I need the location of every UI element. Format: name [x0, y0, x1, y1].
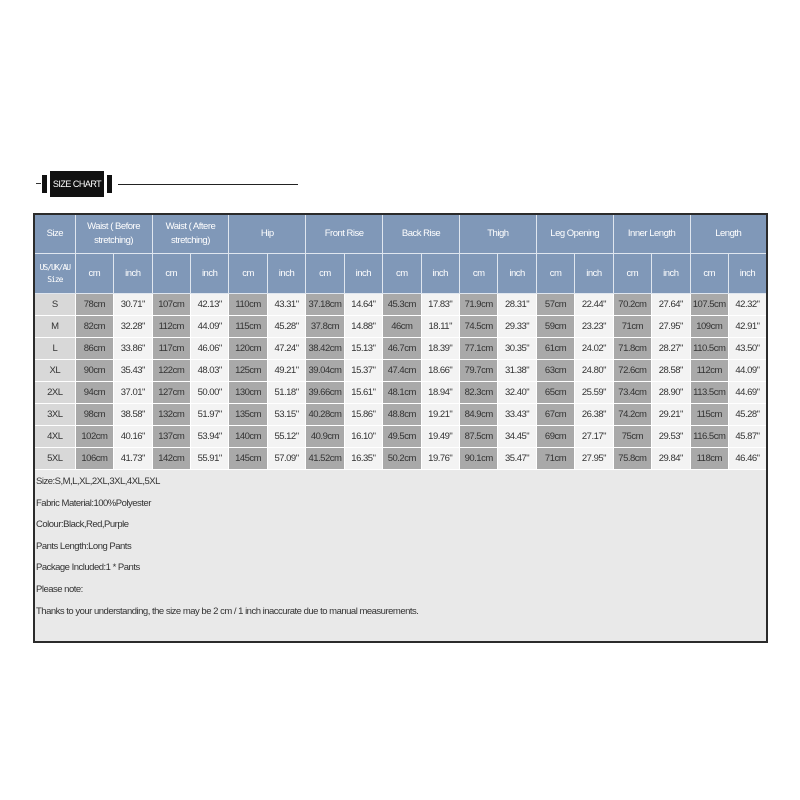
- measurement-cell: 41.52cm: [306, 448, 344, 470]
- measurement-cell: 18.11": [421, 316, 459, 338]
- column-header: Thigh: [459, 214, 536, 254]
- measurement-cell: 107cm: [152, 294, 190, 316]
- unit-cm: cm: [613, 254, 651, 294]
- measurement-cell: 17.83": [421, 294, 459, 316]
- measurement-cell: 116.5cm: [690, 426, 728, 448]
- unit-inch: inch: [267, 254, 305, 294]
- measurement-cell: 45.28": [267, 316, 305, 338]
- measurement-cell: 14.88": [344, 316, 382, 338]
- measurement-cell: 65cm: [536, 382, 574, 404]
- measurement-cell: 43.50": [728, 338, 767, 360]
- measurement-cell: 117cm: [152, 338, 190, 360]
- measurement-cell: 46.06": [190, 338, 228, 360]
- unit-inch: inch: [652, 254, 690, 294]
- unit-inch: inch: [190, 254, 228, 294]
- measurement-cell: 28.90": [652, 382, 690, 404]
- table-row: [34, 316, 767, 338]
- note-line: Size:S,M,L,XL,2XL,3XL,4XL,5XL: [36, 476, 160, 487]
- table-row: [34, 426, 767, 448]
- header-row: [34, 214, 767, 254]
- measurement-cell: 74.5cm: [459, 316, 497, 338]
- column-header: Size: [34, 214, 75, 254]
- unit-cm: cm: [536, 254, 574, 294]
- size-cell: 4XL: [34, 426, 75, 448]
- measurement-cell: 48.8cm: [383, 404, 421, 426]
- measurement-cell: 106cm: [75, 448, 113, 470]
- measurement-cell: 71cm: [536, 448, 574, 470]
- measurement-cell: 40.28cm: [306, 404, 344, 426]
- measurement-cell: 29.21": [652, 404, 690, 426]
- unit-inch: inch: [114, 254, 152, 294]
- unit-cm: cm: [459, 254, 497, 294]
- measurement-cell: 59cm: [536, 316, 574, 338]
- size-chart-title-banner: [36, 171, 298, 197]
- unit-cm: cm: [690, 254, 728, 294]
- unit-cm: cm: [383, 254, 421, 294]
- divider: [118, 184, 298, 185]
- measurement-cell: 49.5cm: [383, 426, 421, 448]
- measurement-cell: 57.09": [267, 448, 305, 470]
- measurement-cell: 137cm: [152, 426, 190, 448]
- unit-row: [34, 254, 767, 294]
- size-cell: 5XL: [34, 448, 75, 470]
- measurement-cell: 29.33": [498, 316, 536, 338]
- measurement-cell: 32.28": [114, 316, 152, 338]
- measurement-cell: 27.95": [575, 448, 613, 470]
- measurement-cell: 61cm: [536, 338, 574, 360]
- product-notes: [34, 470, 767, 643]
- measurement-cell: 35.43": [114, 360, 152, 382]
- table-row: [34, 382, 767, 404]
- size-cell: S: [34, 294, 75, 316]
- measurement-cell: 51.18": [267, 382, 305, 404]
- measurement-cell: 118cm: [690, 448, 728, 470]
- measurement-cell: 67cm: [536, 404, 574, 426]
- measurement-cell: 110cm: [229, 294, 267, 316]
- measurement-cell: 15.86": [344, 404, 382, 426]
- unit-inch: inch: [421, 254, 459, 294]
- measurement-cell: 39.04cm: [306, 360, 344, 382]
- measurement-cell: 115cm: [690, 404, 728, 426]
- measurement-cell: 55.91": [190, 448, 228, 470]
- measurement-cell: 50.00": [190, 382, 228, 404]
- measurement-cell: 71.8cm: [613, 338, 651, 360]
- measurement-cell: 49.21": [267, 360, 305, 382]
- unit-inch: inch: [344, 254, 382, 294]
- measurement-cell: 45.3cm: [383, 294, 421, 316]
- measurement-cell: 145cm: [229, 448, 267, 470]
- measurement-cell: 37.8cm: [306, 316, 344, 338]
- unit-cm: cm: [306, 254, 344, 294]
- measurement-cell: 14.64": [344, 294, 382, 316]
- measurement-cell: 73.4cm: [613, 382, 651, 404]
- measurement-cell: 46cm: [383, 316, 421, 338]
- unit-cm: cm: [75, 254, 113, 294]
- measurement-cell: 39.66cm: [306, 382, 344, 404]
- measurement-cell: 31.38": [498, 360, 536, 382]
- measurement-cell: 113.5cm: [690, 382, 728, 404]
- table-row: [34, 448, 767, 470]
- measurement-cell: 47.24": [267, 338, 305, 360]
- measurement-cell: 53.15": [267, 404, 305, 426]
- measurement-cell: 46.7cm: [383, 338, 421, 360]
- measurement-cell: 120cm: [229, 338, 267, 360]
- measurement-cell: 15.13": [344, 338, 382, 360]
- measurement-cell: 27.17": [575, 426, 613, 448]
- measurement-cell: 51.97": [190, 404, 228, 426]
- measurement-cell: 109cm: [690, 316, 728, 338]
- note-line: Please note:: [36, 583, 83, 595]
- measurement-cell: 33.86": [114, 338, 152, 360]
- measurement-cell: 55.12": [267, 426, 305, 448]
- measurement-cell: 132cm: [152, 404, 190, 426]
- unit-cm: cm: [229, 254, 267, 294]
- measurement-cell: 24.80": [575, 360, 613, 382]
- measurement-cell: 25.59": [575, 382, 613, 404]
- measurement-cell: 122cm: [152, 360, 190, 382]
- size-cell: XL: [34, 360, 75, 382]
- measurement-cell: 71.9cm: [459, 294, 497, 316]
- column-header: Length: [690, 214, 767, 254]
- size-standard-label: US/UK/AU Size: [34, 254, 75, 294]
- measurement-cell: 29.53": [652, 426, 690, 448]
- measurement-cell: 125cm: [229, 360, 267, 382]
- measurement-cell: 22.44": [575, 294, 613, 316]
- measurement-cell: 37.18cm: [306, 294, 344, 316]
- unit-inch: inch: [498, 254, 536, 294]
- measurement-cell: 112cm: [152, 316, 190, 338]
- measurement-cell: 19.76": [421, 448, 459, 470]
- measurement-cell: 23.23": [575, 316, 613, 338]
- column-header: Waist ( Before stretching): [75, 214, 152, 254]
- measurement-cell: 74.2cm: [613, 404, 651, 426]
- column-header: Front Rise: [306, 214, 383, 254]
- measurement-cell: 38.42cm: [306, 338, 344, 360]
- table-row: [34, 338, 767, 360]
- measurement-cell: 28.27": [652, 338, 690, 360]
- measurement-cell: 26.38": [575, 404, 613, 426]
- measurement-cell: 127cm: [152, 382, 190, 404]
- measurement-cell: 15.37": [344, 360, 382, 382]
- measurement-cell: 29.84": [652, 448, 690, 470]
- measurement-cell: 75cm: [613, 426, 651, 448]
- measurement-cell: 46.46": [728, 448, 767, 470]
- measurement-cell: 42.13": [190, 294, 228, 316]
- measurement-cell: 42.91": [728, 316, 767, 338]
- measurement-cell: 72.6cm: [613, 360, 651, 382]
- measurement-cell: 18.94": [421, 382, 459, 404]
- measurement-cell: 50.2cm: [383, 448, 421, 470]
- measurement-cell: 33.43": [498, 404, 536, 426]
- measurement-cell: 69cm: [536, 426, 574, 448]
- measurement-cell: 112cm: [690, 360, 728, 382]
- column-header: Waist ( Aftere stretching): [152, 214, 229, 254]
- measurement-cell: 135cm: [229, 404, 267, 426]
- unit-inch: inch: [728, 254, 767, 294]
- measurement-cell: 90.1cm: [459, 448, 497, 470]
- measurement-cell: 140cm: [229, 426, 267, 448]
- size-cell: L: [34, 338, 75, 360]
- measurement-cell: 34.45": [498, 426, 536, 448]
- column-header: Inner Length: [613, 214, 690, 254]
- measurement-cell: 84.9cm: [459, 404, 497, 426]
- size-chart-table: [33, 213, 768, 643]
- column-header: Back Rise: [383, 214, 460, 254]
- measurement-cell: 40.9cm: [306, 426, 344, 448]
- size-cell: 3XL: [34, 404, 75, 426]
- measurement-cell: 28.58": [652, 360, 690, 382]
- measurement-cell: 71cm: [613, 316, 651, 338]
- note-line: Fabric Material:100%Polyester: [36, 497, 151, 509]
- table-row: [34, 294, 767, 316]
- size-cell: M: [34, 316, 75, 338]
- measurement-cell: 38.58": [114, 404, 152, 426]
- divider: [36, 183, 41, 184]
- measurement-cell: 45.28": [728, 404, 767, 426]
- measurement-cell: 75.8cm: [613, 448, 651, 470]
- measurement-cell: 110.5cm: [690, 338, 728, 360]
- measurement-cell: 78cm: [75, 294, 113, 316]
- measurement-cell: 115cm: [229, 316, 267, 338]
- note-line: Package Included:1 * Pants: [36, 562, 140, 574]
- notes-row: [34, 470, 767, 643]
- measurement-cell: 28.31": [498, 294, 536, 316]
- measurement-cell: 30.35": [498, 338, 536, 360]
- measurement-cell: 142cm: [152, 448, 190, 470]
- measurement-cell: 53.94": [190, 426, 228, 448]
- measurement-cell: 27.64": [652, 294, 690, 316]
- measurement-cell: 87.5cm: [459, 426, 497, 448]
- note-line: Pants Length:Long Pants: [36, 540, 132, 552]
- measurement-cell: 41.73": [114, 448, 152, 470]
- measurement-cell: 47.4cm: [383, 360, 421, 382]
- measurement-cell: 16.35": [344, 448, 382, 470]
- measurement-cell: 130cm: [229, 382, 267, 404]
- measurement-cell: 48.03": [190, 360, 228, 382]
- measurement-cell: 44.09": [728, 360, 767, 382]
- measurement-cell: 45.87": [728, 426, 767, 448]
- measurement-cell: 86cm: [75, 338, 113, 360]
- measurement-cell: 42.32": [728, 294, 767, 316]
- unit-cm: cm: [152, 254, 190, 294]
- measurement-cell: 44.09": [190, 316, 228, 338]
- measurement-cell: 15.61": [344, 382, 382, 404]
- measurement-cell: 37.01": [114, 382, 152, 404]
- unit-inch: inch: [575, 254, 613, 294]
- note-line: Thanks to your understanding, the size may be 2 cm / 1 inch inaccurate due to manual measurements.: [36, 605, 419, 617]
- note-line: Colour:Black,Red,Purple: [36, 519, 129, 531]
- measurement-cell: 24.02": [575, 338, 613, 360]
- column-header: Hip: [229, 214, 306, 254]
- measurement-cell: 18.39": [421, 338, 459, 360]
- size-chart-title: SIZE CHART: [50, 171, 104, 197]
- measurement-cell: 98cm: [75, 404, 113, 426]
- measurement-cell: 43.31": [267, 294, 305, 316]
- measurement-cell: 19.49": [421, 426, 459, 448]
- measurement-cell: 107.5cm: [690, 294, 728, 316]
- measurement-cell: 70.2cm: [613, 294, 651, 316]
- measurement-cell: 82.3cm: [459, 382, 497, 404]
- size-cell: 2XL: [34, 382, 75, 404]
- column-header: Leg Opening: [536, 214, 613, 254]
- measurement-cell: 48.1cm: [383, 382, 421, 404]
- measurement-cell: 79.7cm: [459, 360, 497, 382]
- measurement-cell: 57cm: [536, 294, 574, 316]
- measurement-cell: 90cm: [75, 360, 113, 382]
- measurement-cell: 44.69": [728, 382, 767, 404]
- measurement-cell: 102cm: [75, 426, 113, 448]
- measurement-cell: 27.95": [652, 316, 690, 338]
- table-row: [34, 404, 767, 426]
- measurement-cell: 82cm: [75, 316, 113, 338]
- measurement-cell: 35.47": [498, 448, 536, 470]
- measurement-cell: 40.16": [114, 426, 152, 448]
- measurement-cell: 30.71": [114, 294, 152, 316]
- measurement-cell: 19.21": [421, 404, 459, 426]
- measurement-cell: 18.66": [421, 360, 459, 382]
- measurement-cell: 32.40": [498, 382, 536, 404]
- measurement-cell: 63cm: [536, 360, 574, 382]
- measurement-cell: 77.1cm: [459, 338, 497, 360]
- measurement-cell: 16.10": [344, 426, 382, 448]
- measurement-cell: 94cm: [75, 382, 113, 404]
- table-row: [34, 360, 767, 382]
